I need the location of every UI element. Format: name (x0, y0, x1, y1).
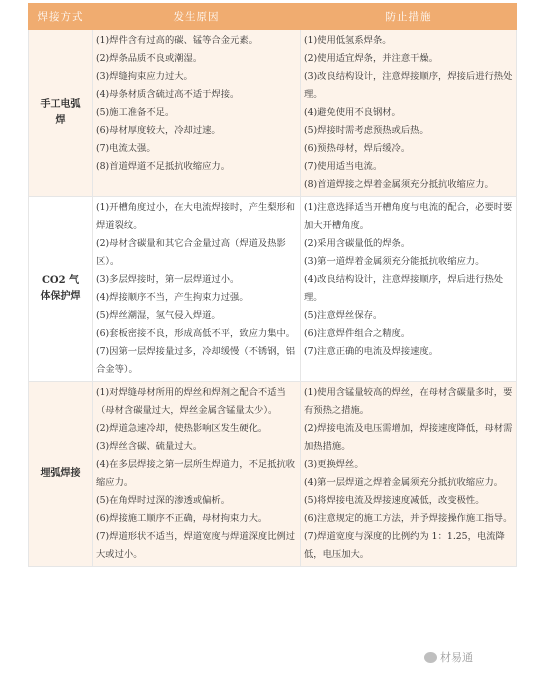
header-measures: 防止措施 (301, 4, 517, 30)
table-body (29, 30, 517, 567)
cause-item: (6)焊接施工顺序不正确，母材拘束力大。 (96, 513, 268, 524)
measure-item: (2)焊接电流及电压需增加，焊接速度降低，母材需加热措施。 (304, 423, 513, 452)
measure-item: (4)第一层焊道之焊着金属须充分抵抗收缩应力。 (304, 477, 504, 488)
measure-item: (7)焊道宽度与深度的比例约为 1：1.25，电流降低，电压加大。 (304, 531, 505, 560)
measure-item: (7)注意正确的电流及焊接速度。 (304, 346, 439, 357)
cause-item: (8)首道焊道不足抵抗收缩应力。 (96, 161, 231, 172)
cause-item: (4)焊接顺序不当，产生拘束力过强。 (96, 292, 249, 303)
cause-item: (5)施工准备不足。 (96, 107, 175, 118)
measure-item: (3)更换焊丝。 (304, 459, 364, 470)
header-method: 焊接方式 (29, 4, 93, 30)
cause-item: (3)焊缝拘束应力过大。 (96, 71, 193, 82)
cause-item: (5)焊丝潮湿，氢气侵入焊道。 (96, 310, 221, 321)
measure-item: (2)使用适宜焊条，并注意干燥。 (304, 53, 439, 64)
measure-item: (4)避免使用不良钢材。 (304, 107, 401, 118)
method-cell: 埋弧焊接 (29, 382, 93, 567)
causes-cell (93, 30, 301, 197)
cause-item: (1)开槽角度过小，在大电流焊接时，产生梨形和焊道裂纹。 (96, 202, 296, 231)
measure-item: (1)使用含锰量较高的焊丝，在母材含碳量多时，要有预热之措施。 (304, 387, 513, 416)
table-row (29, 197, 517, 382)
measure-item: (1)使用低氢系焊条。 (304, 35, 392, 46)
measure-item: (3)第一道焊着金属须充分能抵抗收缩应力。 (304, 256, 485, 267)
causes-cell (93, 197, 301, 382)
table-row (29, 30, 517, 197)
table-row (29, 382, 517, 567)
cause-item: (2)焊道急速冷却，使热影响区发生硬化。 (96, 423, 268, 434)
method-cell: 手工电弧焊 (29, 30, 93, 197)
measure-item: (6)注意焊件组合之精度。 (304, 328, 411, 339)
watermark-text: 材易通 (440, 651, 473, 664)
cause-item: (7)因第一层焊接量过多，冷却缓慢（不锈钢，铝合金等）。 (96, 346, 296, 375)
cause-item: (1)焊件含有过高的碳、锰等合金元素。 (96, 35, 258, 46)
measures-cell (301, 30, 517, 197)
measure-item: (6)预热母材，焊后缓冷。 (304, 143, 411, 154)
measure-item: (2)采用含碳量低的焊条。 (304, 238, 411, 249)
welding-crack-table (28, 3, 517, 567)
cause-item: (4)母条材质含硫过高不适于焊接。 (96, 89, 240, 100)
measure-item: (4)改良结构设计，注意焊接顺序，焊后进行热处理。 (304, 274, 504, 303)
cause-item: (3)多层焊接时，第一层焊道过小。 (96, 274, 240, 285)
table-header-row (29, 4, 517, 30)
cause-item: (2)焊条品质不良或潮湿。 (96, 53, 203, 64)
measure-item: (5)焊接时需考虑预热或后热。 (304, 125, 429, 136)
cause-item: (5)在角焊时过深的渗透或偏析。 (96, 495, 231, 506)
cause-item: (4)在多层焊接之第一层所生焊道力，不足抵抗收缩应力。 (96, 459, 296, 488)
cause-item: (6)母材厚度较大，冷却过速。 (96, 125, 221, 136)
cause-item: (2)母材含碳量和其它合金量过高（焊道及热影区）。 (96, 238, 286, 267)
causes-cell (93, 382, 301, 567)
measure-item: (8)首道焊接之焊着金属须充分抵抗收缩应力。 (304, 179, 494, 190)
cause-item: (7)电流太强。 (96, 143, 156, 154)
cause-item: (6)套板密接不良，形成高低不平，致应力集中。 (96, 328, 296, 339)
cause-item: (7)焊道形状不适当，焊道宽度与焊道深度比例过大或过小。 (96, 531, 296, 560)
measure-item: (7)使用适当电流。 (304, 161, 383, 172)
method-cell: CO2 气体保护焊 (29, 197, 93, 382)
measure-item: (5)将焊接电流及焊接速度减低，改变极性。 (304, 495, 485, 506)
measure-item: (1)注意选择适当开槽角度与电流的配合，必要时要加大开槽角度。 (304, 202, 513, 231)
header-causes: 发生原因 (93, 4, 301, 30)
cause-item: (3)焊丝含碳、硫量过大。 (96, 441, 203, 452)
measure-item: (5)注意焊丝保存。 (304, 310, 383, 321)
wechat-icon (424, 652, 437, 663)
cause-item: (1)对焊缝母材所用的焊丝和焊剂之配合不适当（母材含碳量过大，焊丝金属含锰量太少）。 (96, 387, 286, 416)
measures-cell (301, 197, 517, 382)
watermark (424, 649, 473, 665)
measure-item: (6)注意规定的施工方法，并予焊接操作施工指导。 (304, 513, 513, 524)
measures-cell (301, 382, 517, 567)
measure-item: (3)改良结构设计，注意焊接顺序，焊接后进行热处理。 (304, 71, 513, 100)
